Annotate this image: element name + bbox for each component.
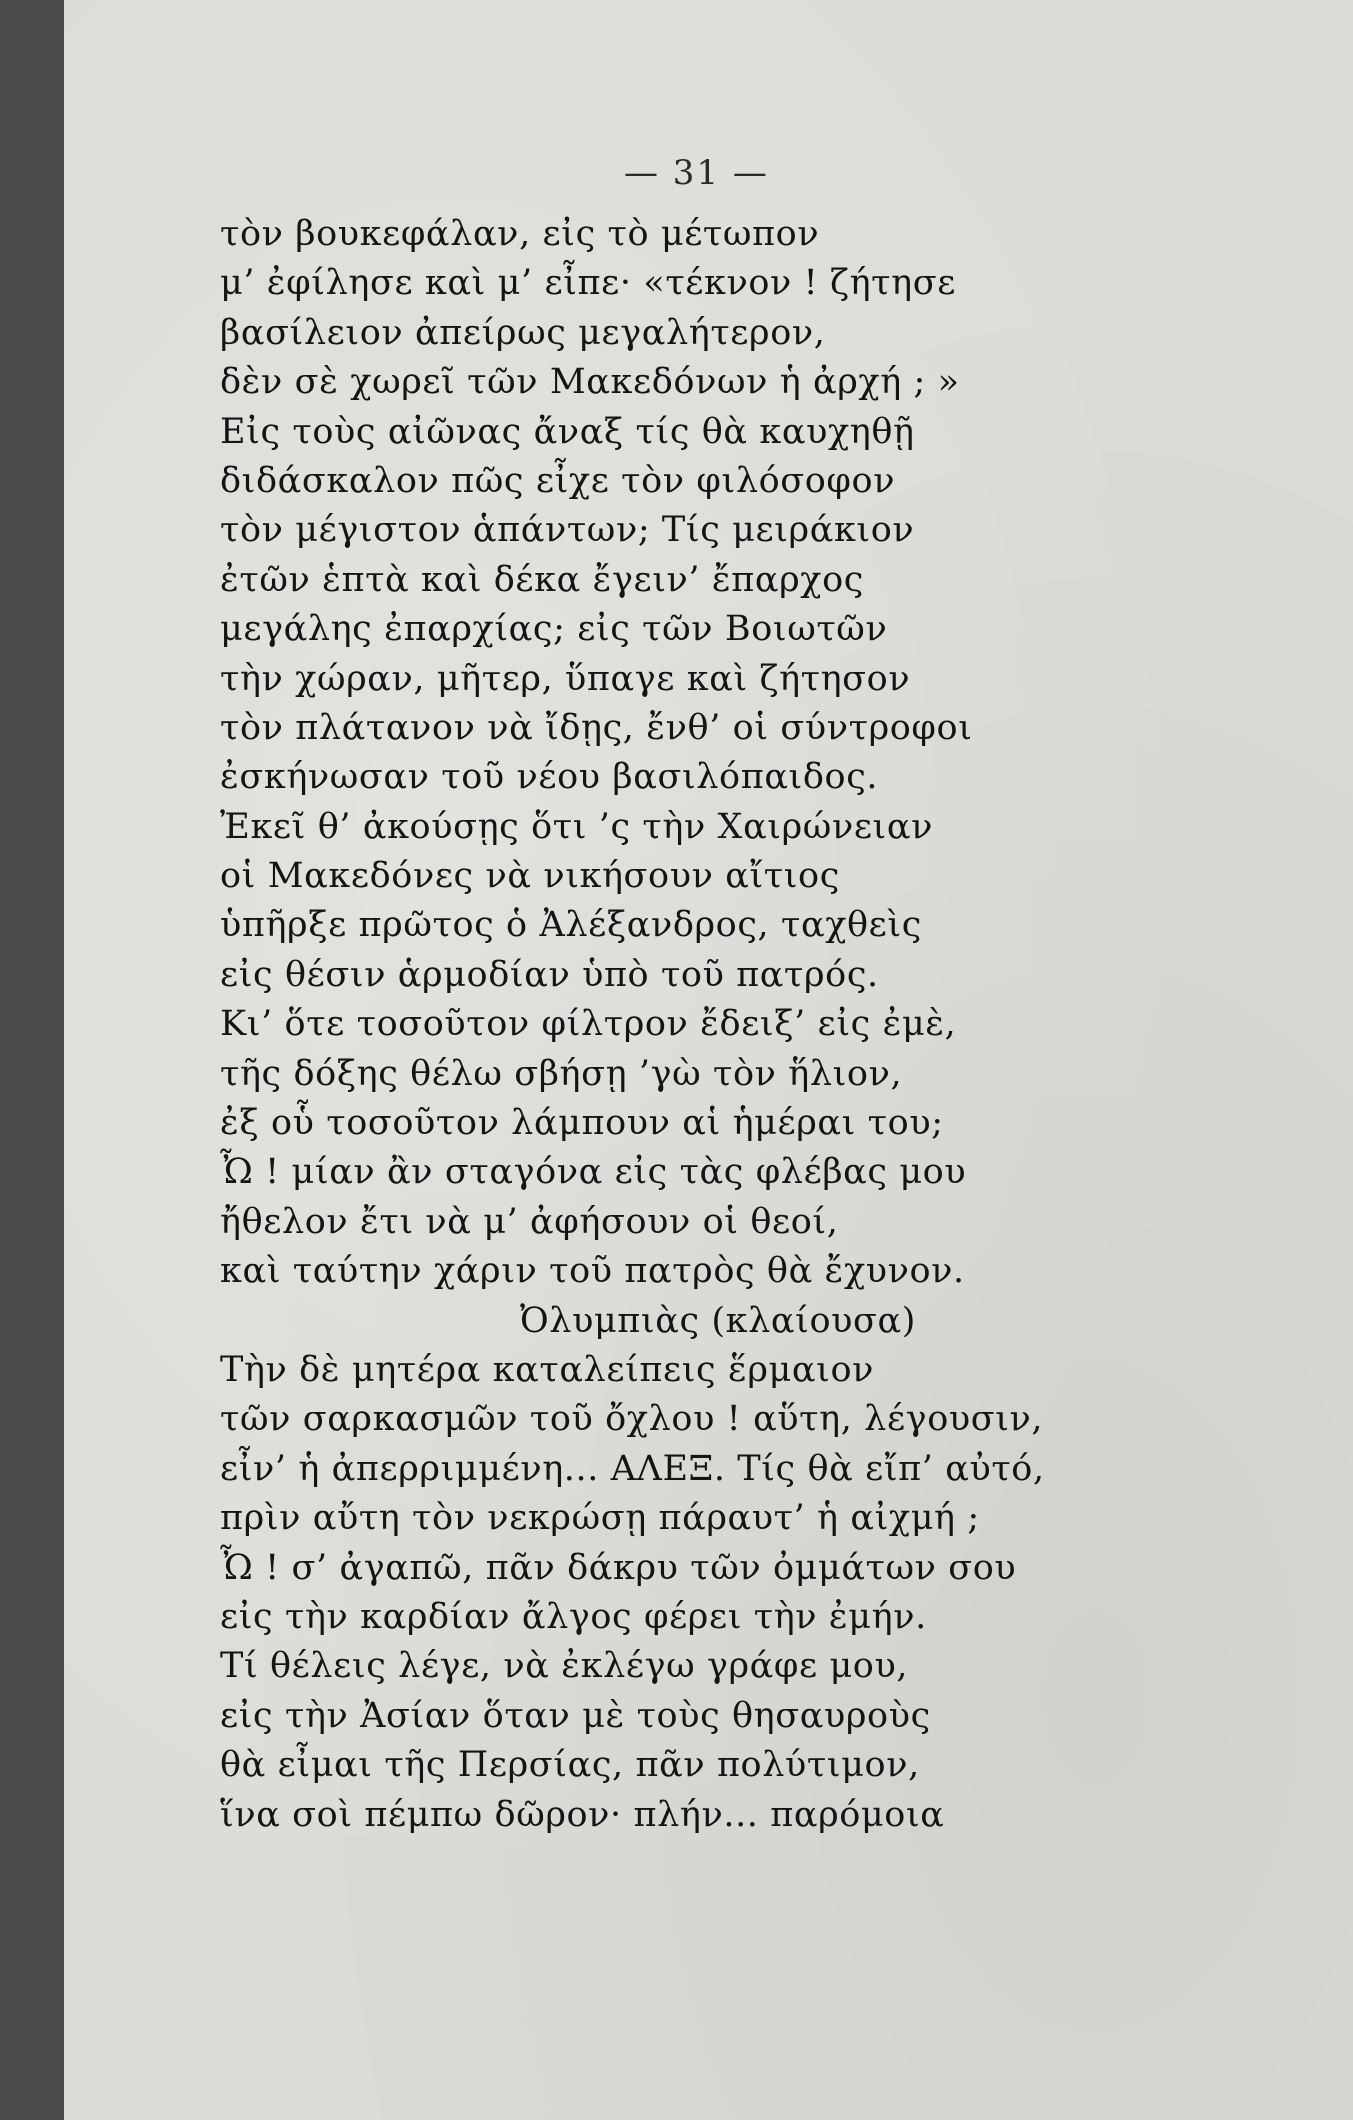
verse-line: καὶ ταύτην χάριν τοῦ πατρὸς θὰ ἔχυνον. xyxy=(220,1251,965,1292)
verse-line: θὰ εἶμαι τῆς Περσίας, πᾶν πολύτιμον, xyxy=(220,1745,920,1786)
page-number: — 31 — xyxy=(624,153,769,193)
speaker-heading: Ὀλυμπιὰς (κλαίουσα) xyxy=(520,1300,916,1341)
verse-line: Τί θέλεις λέγε, νὰ ἐκλέγω γράφε μου, xyxy=(220,1646,909,1687)
verse-line: εἰς τὴν καρδίαν ἄλγος φέρει τὴν ἐμήν. xyxy=(220,1596,927,1637)
verse-line: Τὴν δὲ μητέρα καταλείπεις ἕρμαιον xyxy=(220,1349,874,1390)
verse-line: τὸν μέγιστον ἁπάντων; Τίς μειράκιον xyxy=(220,510,915,551)
verse-line: τῶν σαρκασμῶν τοῦ ὄχλου ! αὕτη, λέγουσιν, xyxy=(220,1399,1044,1440)
verse-line: τῆς δόξης θέλω σβήσῃ ’γὼ τὸν ἥλιον, xyxy=(220,1053,903,1094)
verse-line: ἵνα σοὶ πέμπω δῶρον· πλήν... παρόμοια xyxy=(220,1794,945,1835)
verse-line: διδάσκαλον πῶς εἶχε τὸν φιλόσοφον xyxy=(220,460,896,501)
verse-line: Ὦ ! μίαν ἂν σταγόνα εἰς τὰς φλέβας μου xyxy=(220,1152,967,1193)
verse-line: τὸν πλάτανον νὰ ἴδῃς, ἔνθ’ οἱ σύντροφοι xyxy=(220,707,973,748)
verse-line: βασίλειον ἀπείρως μεγαλήτερον, xyxy=(220,312,826,353)
verse-line: εἰς θέσιν ἁρμοδίαν ὑπὸ τοῦ πατρός. xyxy=(220,954,879,995)
verse-line: τὸν βουκεφάλαν, εἰς τὸ μέτωπον xyxy=(220,214,820,254)
verse-line: εἰς τὴν Ἀσίαν ὅταν μὲ τοὺς θησαυροὺς xyxy=(220,1695,931,1736)
verse-line: ἐξ οὗ τοσοῦτον λάμπουν αἱ ἡμέραι του; xyxy=(220,1103,944,1144)
verse-line: ὑπῆρξε πρῶτος ὁ Ἀλέξανδρος, ταχθεὶς xyxy=(220,905,922,946)
verse-line: δὲν σὲ χωρεῖ τῶν Μακεδόνων ἡ ἀρχή ; » xyxy=(220,362,960,403)
verse-line: μ’ ἐφίλησε καὶ μ’ εἶπε· «τέκνον ! ζήτησε xyxy=(220,263,956,304)
verse-line: μεγάλης ἐπαρχίας; εἰς τῶν Βοιωτῶν xyxy=(220,609,888,650)
verse-line: πρὶν αὔτη τὸν νεκρώσῃ πάραυτ’ ἡ αἰχμή ; xyxy=(220,1498,980,1539)
verse-line: Κι’ ὅτε τοσοῦτον φίλτρον ἔδειξ’ εἰς ἐμὲ, xyxy=(220,1004,957,1045)
verse-line: εἶν’ ἡ ἀπερριμμένη... ΑΛΕΞ. Τίς θὰ εἴπ’ αὐτό, xyxy=(220,1448,1045,1489)
book-page xyxy=(64,0,1353,2120)
verse-line: ἐτῶν ἑπτὰ καὶ δέκα ἔγειν’ ἔπαρχος xyxy=(220,559,864,600)
verse-line: ἐσκήνωσαν τοῦ νέου βασιλόπαιδος. xyxy=(220,757,879,798)
verse-line: οἱ Μακεδόνες νὰ νικήσουν αἴτιος xyxy=(220,856,840,897)
verse-line: ἤθελον ἔτι νὰ μ’ ἀφήσουν οἱ θεοί, xyxy=(220,1201,839,1242)
verse-line: Ἐκεῖ θ’ ἀκούσῃς ὅτι ’ς τὴν Χαιρώνειαν xyxy=(220,806,933,847)
verse-line: Εἰς τοὺς αἰῶνας ἄναξ τίς θὰ καυχηθῇ xyxy=(220,411,915,452)
verse-text-block xyxy=(220,210,1220,1840)
verse-line: Ὦ ! σ’ ἀγαπῶ, πᾶν δάκρυ τῶν ὀμμάτων σου xyxy=(220,1547,1017,1588)
verse-line: τὴν χώραν, μῆτερ, ὕπαγε καὶ ζήτησον xyxy=(220,658,911,699)
